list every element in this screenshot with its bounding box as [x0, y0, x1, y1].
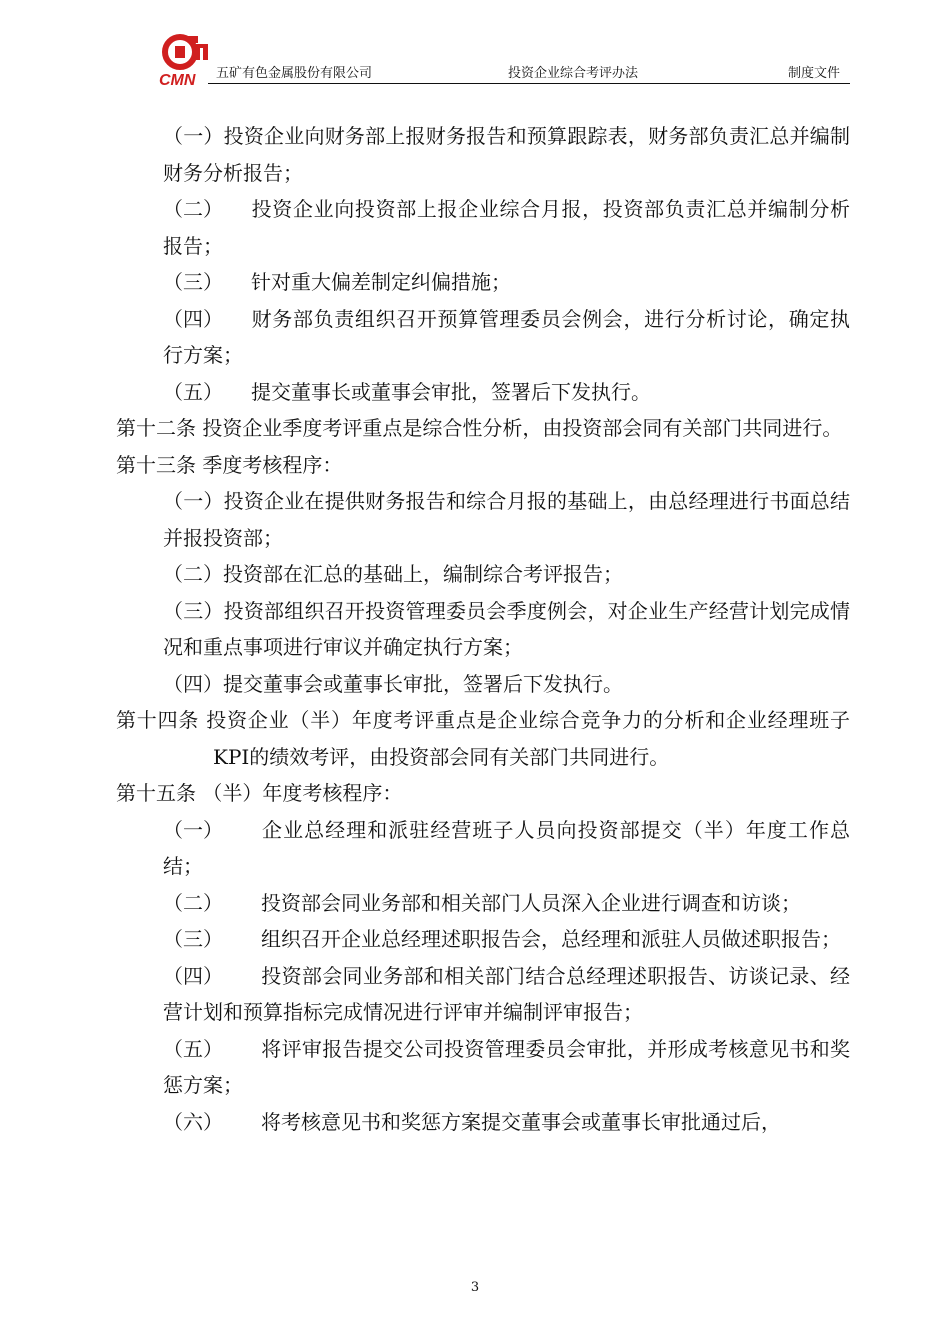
item-text: 企业总经理和派驻经营班子人员向投资部提交（半）年度工作总结； [163, 817, 850, 878]
item-number: （六） [163, 1109, 223, 1134]
list-item [116, 374, 850, 411]
item-number: （四） [163, 306, 223, 331]
page-header [158, 32, 850, 92]
item-text: 将评审报告提交公司投资管理委员会审批，并形成考核意见书和奖惩方案； [163, 1036, 850, 1097]
item-number: （二） [163, 890, 223, 915]
header-rule [208, 83, 850, 84]
item-text: 投资部会同业务部和相关部门结合总经理述职报告、访谈记录、经营计划和预算指标完成情况进行评审并编制评审报告； [163, 963, 850, 1024]
list-item [116, 885, 850, 922]
article-15: 第十五条 （半）年度考核程序： [116, 781, 403, 805]
item-text: 针对重大偏差制定纠偏措施； [251, 270, 511, 294]
logo-text: CMN [159, 72, 196, 89]
page-number: 3 [470, 1280, 480, 1295]
list-item [116, 812, 850, 885]
list-item [116, 958, 850, 1031]
item-text: 将考核意见书和奖惩方案提交董事会或董事长审批通过后， [261, 1109, 781, 1134]
list-item: （三）投资部组织召开投资管理委员会季度例会，对企业生产经营计划完成情况和重点事项进行审议并确定执行方案； [163, 598, 850, 659]
item-text: 提交董事长或董事会审批，签署后下发执行。 [251, 379, 651, 404]
article-14: 第十四条 投资企业（半）年度考评重点是企业综合竞争力的分析和企业经理班子KPI的绩效考评，由投资部会同有关部门共同进行。 [116, 708, 850, 769]
item-number: （五） [163, 379, 223, 404]
list-item [116, 191, 850, 264]
article-13: 第十三条 季度考核程序： [116, 452, 343, 477]
item-number: （三） [163, 270, 223, 294]
document-type: 制度文件 [787, 66, 840, 81]
document-title: 投资企业综合考评办法 [508, 66, 639, 81]
list-item: （一）投资企业在提供财务报告和综合月报的基础上，由总经理进行书面总结并报投资部； [163, 489, 850, 550]
item-text: 投资部会同业务部和相关部门人员深入企业进行调查和访谈； [261, 890, 801, 915]
list-item: （四）提交董事会或董事长审批，签署后下发执行。 [163, 671, 623, 696]
paragraph: （一）投资企业向财务部上报财务报告和预算跟踪表，财务部负责汇总并编制财务分析报告； [163, 124, 850, 185]
cmn-logo [158, 32, 214, 90]
item-text: 组织召开企业总经理述职报告会，总经理和派驻人员做述职报告； [261, 927, 841, 951]
list-item: （二）投资部在汇总的基础上，编制综合考评报告； [163, 562, 623, 586]
article-12: 第十二条 投资企业季度考评重点是综合性分析，由投资部会同有关部门共同进行。 [116, 416, 843, 440]
document-body [116, 118, 850, 1140]
list-item [116, 1031, 850, 1104]
list-item [116, 301, 850, 374]
item-number: （一） [163, 817, 223, 842]
company-name: 五矿有色金属股份有限公司 [216, 66, 373, 81]
item-number: （四） [163, 963, 223, 988]
list-item [116, 1104, 850, 1141]
item-number: （五） [163, 1036, 223, 1061]
item-text: 财务部负责组织召开预算管理委员会例会，进行分析讨论，确定执行方案； [163, 306, 850, 367]
list-item [116, 921, 850, 958]
list-item [116, 264, 850, 301]
item-text: 投资企业向投资部上报企业综合月报，投资部负责汇总并编制分析报告； [163, 197, 850, 258]
item-number: （二） [163, 197, 223, 221]
item-number: （三） [163, 927, 223, 951]
